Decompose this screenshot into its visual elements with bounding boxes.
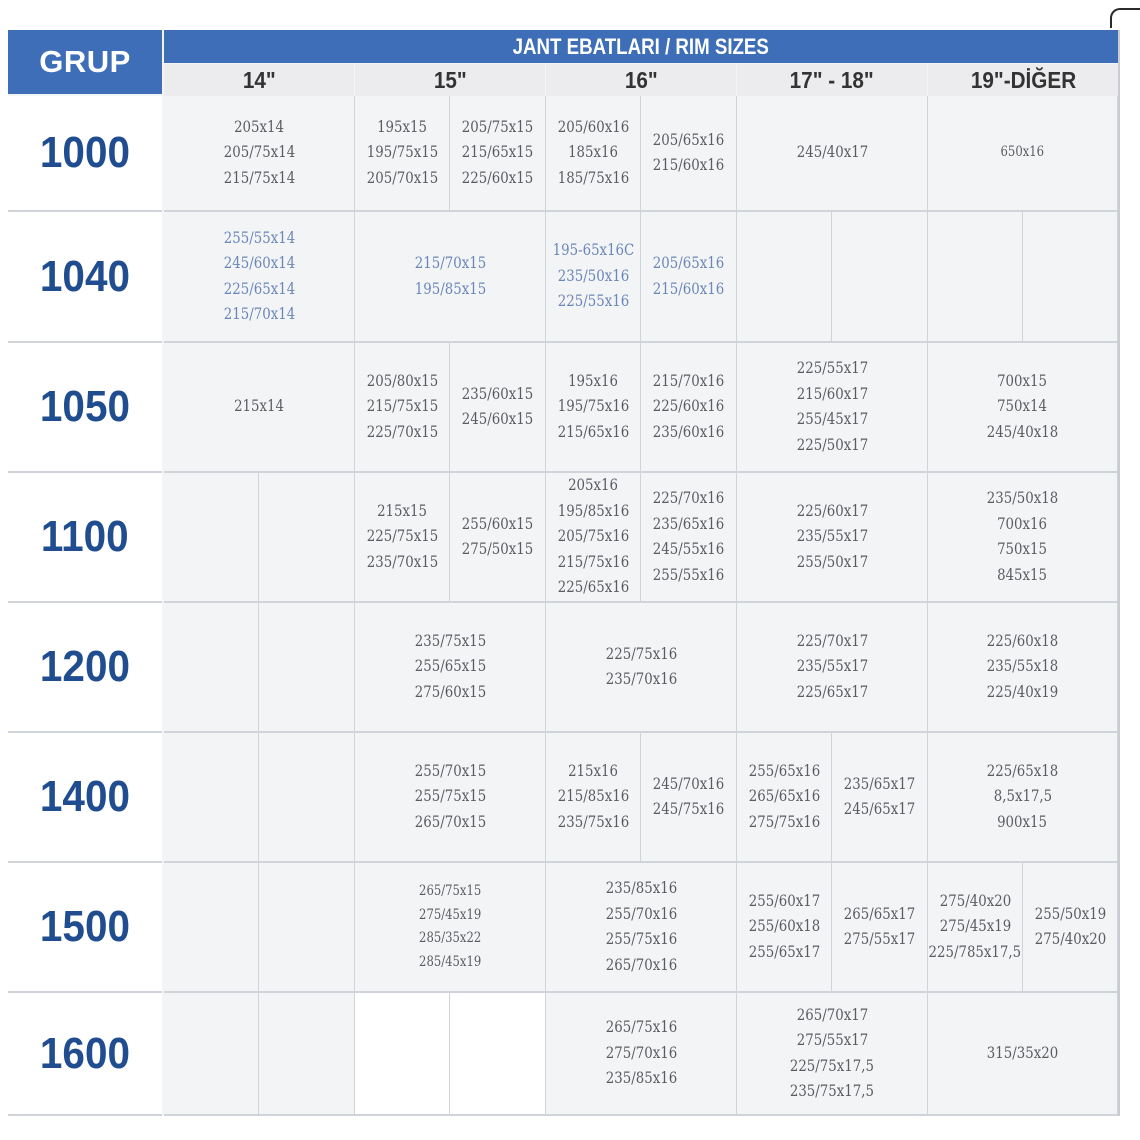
cell-1600-15b (450, 993, 546, 1116)
cell-1400-17a (737, 733, 832, 863)
table-title: JANT EBATLARI / RIM SIZES (164, 30, 1118, 63)
rim-size-entry: 235/65x16 (652, 514, 725, 533)
rim-size-entry: 255/45x17 (796, 410, 868, 428)
cell-1100-15b (450, 473, 546, 603)
rim-size-entry: 245/55x16 (652, 540, 725, 558)
rim-size-entry: 750x15 (997, 540, 1048, 558)
cell-1100-15a (355, 473, 450, 603)
rim-size-entry: 235/85x16 (605, 879, 677, 897)
rim-size-entry: 265/65x16 (748, 787, 820, 806)
rim-size-entry: 275/55x17 (796, 1031, 868, 1049)
group-label-1050: 1050 (8, 343, 162, 473)
rim-size-entry: 225/55x16 (557, 292, 629, 311)
cell-1500-17a (737, 863, 832, 993)
cell-1200-16 (546, 603, 737, 733)
rim-size-entry: 235/70x16 (605, 670, 677, 688)
rim-size-entry: 315/35x20 (986, 1043, 1059, 1062)
rim-size-entry: 225/60x16 (652, 397, 725, 416)
rim-size-entry: 225/785x17,5 (928, 942, 1022, 961)
rim-size-entry: 700x16 (997, 514, 1048, 533)
rim-size-entry: 265/70x17 (796, 1005, 868, 1024)
cell-1000-15b (450, 96, 546, 212)
rim-size-entry: 225/70x17 (796, 631, 868, 650)
cell-1050-16b (641, 343, 737, 473)
rim-size-entry: 235/55x17 (796, 527, 868, 546)
rim-size-entry: 275/40x20 (1034, 930, 1106, 948)
rim-size-entry: 255/50x17 (796, 552, 868, 571)
rim-size-entry: 215/70x14 (223, 305, 295, 323)
rim-size-entry: 265/65x17 (843, 904, 916, 923)
cell-1040-14 (164, 212, 355, 343)
cell-1600-14b (259, 993, 355, 1116)
rim-size-entry: 285/45x19 (418, 953, 482, 970)
rim-size-entry: 235/55x17 (796, 657, 868, 676)
rim-size-entry: 215x14 (234, 397, 284, 416)
rim-size-entry: 700x15 (997, 371, 1048, 390)
rim-size-entry: 255/60x18 (748, 917, 820, 936)
group-label-1400: 1400 (8, 733, 162, 863)
rim-size-entry: 225/40x19 (986, 682, 1059, 701)
cell-1000-15a (355, 96, 450, 212)
rim-size-entry: 235/75x15 (414, 631, 486, 650)
rim-size-entry: 205/75x15 (461, 117, 534, 136)
rim-size-entry: 215/70x15 (414, 254, 486, 272)
cell-1050-15b (450, 343, 546, 473)
rim-size-entry: 245/40x17 (796, 143, 868, 162)
rim-size-entry: 255/60x17 (748, 891, 820, 910)
cell-1040-16a (546, 212, 641, 343)
rim-size-entry: 225/75x17,5 (789, 1056, 875, 1075)
cell-1600-15a (355, 993, 450, 1116)
rim-size-entry: 205/75x16 (557, 527, 629, 546)
rim-size-entry: 900x15 (997, 812, 1048, 831)
rim-size-entry: 275/50x15 (461, 540, 534, 558)
rim-size-entry: 235/75x17,5 (789, 1082, 875, 1100)
cell-1040-19b (1023, 212, 1118, 343)
cell-1040-15 (355, 212, 546, 343)
rim-size-entry: 750x14 (997, 397, 1048, 416)
cell-1500-14b (259, 863, 355, 993)
cell-1040-19a (928, 212, 1023, 343)
rim-size-entry: 225/65x17 (796, 682, 868, 701)
rim-size-entry: 8,5x17,5 (993, 787, 1052, 806)
rim-size-entry: 225/65x16 (557, 578, 629, 597)
rim-size-entry: 205/65x16 (652, 130, 725, 149)
cell-1040-17b (832, 212, 928, 343)
cell-1400-16a (546, 733, 641, 863)
group-label-1000: 1000 (8, 96, 162, 212)
cell-1050-15a (355, 343, 450, 473)
rim-size-entry: 205x14 (234, 117, 284, 136)
column-header-17-18: 17" - 18" (737, 64, 927, 96)
column-header-16: 16" (546, 64, 736, 96)
rim-size-entry: 195x16 (568, 371, 618, 390)
rim-size-entry: 225/70x15 (366, 422, 438, 441)
rim-size-entry: 275/60x15 (414, 682, 486, 701)
cell-1200-17 (737, 603, 928, 733)
cell-1400-17b (832, 733, 928, 863)
rim-size-entry: 215/60x16 (652, 156, 725, 174)
cell-1000-17 (737, 96, 928, 212)
rim-size-entry: 275/45x19 (939, 917, 1011, 936)
cell-1000-19 (928, 96, 1118, 212)
cell-1040-16b (641, 212, 737, 343)
rim-size-entry: 205/65x16 (652, 254, 725, 272)
rim-size-entry: 275/75x16 (748, 812, 820, 831)
cell-1000-16a (546, 96, 641, 212)
cell-1600-19 (928, 993, 1118, 1116)
rim-size-entry: 215x16 (568, 761, 618, 780)
rim-size-entry: 265/75x15 (418, 883, 482, 899)
rim-size-entry: 245/65x17 (843, 800, 916, 818)
cell-1050-14 (164, 343, 355, 473)
cell-1500-14a (164, 863, 259, 993)
rim-size-entry: 235/50x18 (986, 489, 1059, 507)
rim-size-entry: 245/75x16 (652, 800, 725, 818)
cell-1600-17 (737, 993, 928, 1116)
cell-1600-14a (164, 993, 259, 1116)
cell-1500-19b (1023, 863, 1118, 993)
cell-1600-16 (546, 993, 737, 1116)
cell-1500-16 (546, 863, 737, 993)
cell-1000-14 (164, 96, 355, 212)
rim-size-entry: 225/70x16 (652, 489, 725, 507)
rim-size-entry: 205/80x15 (366, 371, 438, 390)
cell-1500-17b (832, 863, 928, 993)
rim-size-entry: 245/60x15 (461, 410, 534, 428)
rim-size-entry: 265/70x16 (605, 955, 677, 974)
cell-1500-19a (928, 863, 1023, 993)
rim-size-entry: 235/70x15 (366, 552, 438, 571)
cell-1050-19 (928, 343, 1118, 473)
rim-size-entry: 225/60x15 (461, 168, 534, 187)
column-header-19-other: 19"-DİĞER (928, 64, 1118, 96)
cell-1500-15 (355, 863, 546, 993)
rim-size-entry: 225/55x17 (796, 359, 868, 377)
rim-size-entry: 255/55x16 (652, 565, 725, 584)
rim-size-entry: 225/75x15 (366, 527, 438, 546)
cell-1200-15 (355, 603, 546, 733)
rim-size-entry: 275/55x17 (843, 930, 916, 948)
rim-size-entry: 205x16 (568, 476, 618, 495)
cell-1050-16a (546, 343, 641, 473)
rim-size-entry: 255/75x16 (605, 930, 677, 948)
rim-size-entry: 215x15 (377, 501, 427, 520)
rim-size-entry: 255/65x16 (748, 761, 820, 780)
rim-size-entry: 185/75x16 (557, 168, 629, 187)
rim-size-entry: 225/65x18 (986, 761, 1059, 780)
rim-size-entry: 235/60x15 (461, 384, 534, 403)
rim-size-entry: 235/50x16 (557, 266, 629, 285)
rim-size-entry: 650x16 (1000, 144, 1045, 161)
rim-size-entry: 195/75x15 (366, 143, 438, 162)
cell-1040-17a (737, 212, 832, 343)
cell-1400-16b (641, 733, 737, 863)
rim-size-entry: 245/60x14 (223, 254, 295, 272)
rim-size-entry: 215/85x16 (557, 787, 629, 806)
cell-1100-16a (546, 473, 641, 603)
rim-size-entry: 185x16 (568, 143, 618, 162)
rim-size-entry: 215/70x16 (652, 371, 725, 390)
cell-1000-16b (641, 96, 737, 212)
rim-size-entry: 205/75x14 (223, 143, 295, 162)
rim-size-entry: 195/85x16 (557, 501, 629, 520)
group-label-1600: 1600 (8, 993, 162, 1116)
rim-size-entry: 225/75x16 (605, 644, 677, 663)
rim-size-entry: 215/65x15 (461, 143, 534, 162)
rim-size-entry: 235/65x17 (843, 774, 916, 793)
cell-1050-17 (737, 343, 928, 473)
rim-size-entry: 265/70x15 (414, 812, 486, 831)
rim-size-entry: 255/50x19 (1034, 904, 1106, 923)
column-header-14: 14" (164, 64, 354, 96)
rim-size-entry: 195-65x16C (552, 241, 634, 260)
rim-size-entry: 215/75x14 (223, 168, 295, 187)
corner-mark (1110, 8, 1140, 28)
group-label-1200: 1200 (8, 603, 162, 733)
rim-size-entry: 255/70x16 (605, 904, 677, 923)
rim-size-entry: 275/70x16 (605, 1043, 677, 1062)
rim-size-entry: 255/70x15 (414, 761, 486, 780)
rim-size-entry: 235/60x16 (652, 422, 725, 441)
cell-1200-14b (259, 603, 355, 733)
rim-size-entry: 275/45x19 (418, 906, 482, 923)
group-label-1040: 1040 (8, 212, 162, 343)
rim-size-entry: 195x15 (377, 117, 427, 136)
rim-size-entry: 215/75x15 (366, 397, 438, 416)
rim-size-entry: 215/60x16 (652, 279, 725, 298)
rim-size-entry: 245/40x18 (986, 422, 1059, 441)
rim-size-entry: 225/65x14 (223, 279, 295, 298)
rim-size-entry: 285/35x22 (418, 930, 482, 946)
rim-size-entry: 215/65x16 (557, 422, 629, 441)
rim-size-entry: 255/60x15 (461, 514, 534, 533)
rim-size-entry: 255/65x15 (414, 657, 486, 676)
cell-1400-15 (355, 733, 546, 863)
cell-1400-19 (928, 733, 1118, 863)
cell-1400-14a (164, 733, 259, 863)
rim-size-entry: 195/75x16 (557, 397, 629, 416)
cell-1400-14b (259, 733, 355, 863)
rim-size-entry: 235/55x18 (986, 657, 1059, 676)
column-header-15: 15" (355, 64, 545, 96)
rim-size-entry: 215/60x17 (796, 384, 868, 403)
rim-size-entry: 245/70x16 (652, 774, 725, 793)
rim-size-entry: 255/55x14 (223, 228, 295, 247)
rim-size-entry: 225/60x17 (796, 501, 868, 520)
rim-size-entry: 255/65x17 (748, 942, 820, 961)
rim-size-entry: 225/50x17 (796, 435, 868, 454)
rim-size-entry: 845x15 (997, 565, 1048, 584)
group-label-1100: 1100 (8, 473, 162, 603)
cell-1100-14a (164, 473, 259, 603)
cell-1100-17 (737, 473, 928, 603)
group-label-1500: 1500 (8, 863, 162, 993)
cell-1100-19 (928, 473, 1118, 603)
grup-header: GRUP (8, 30, 162, 94)
rim-size-entry: 225/60x18 (986, 631, 1059, 650)
rim-size-entry: 195/85x15 (414, 279, 486, 298)
rim-size-entry: 205/60x16 (557, 117, 629, 136)
rim-size-entry: 235/85x16 (605, 1069, 677, 1088)
cell-1100-16b (641, 473, 737, 603)
rim-size-entry: 275/40x20 (939, 891, 1011, 910)
rim-size-entry: 255/75x15 (414, 787, 486, 806)
rim-size-entry: 205/70x15 (366, 168, 438, 187)
rim-size-entry: 215/75x16 (557, 552, 629, 571)
cell-1200-19 (928, 603, 1118, 733)
rim-size-entry: 265/75x16 (605, 1018, 677, 1037)
rim-size-entry: 235/75x16 (557, 812, 629, 831)
cell-1100-14b (259, 473, 355, 603)
cell-1200-14a (164, 603, 259, 733)
